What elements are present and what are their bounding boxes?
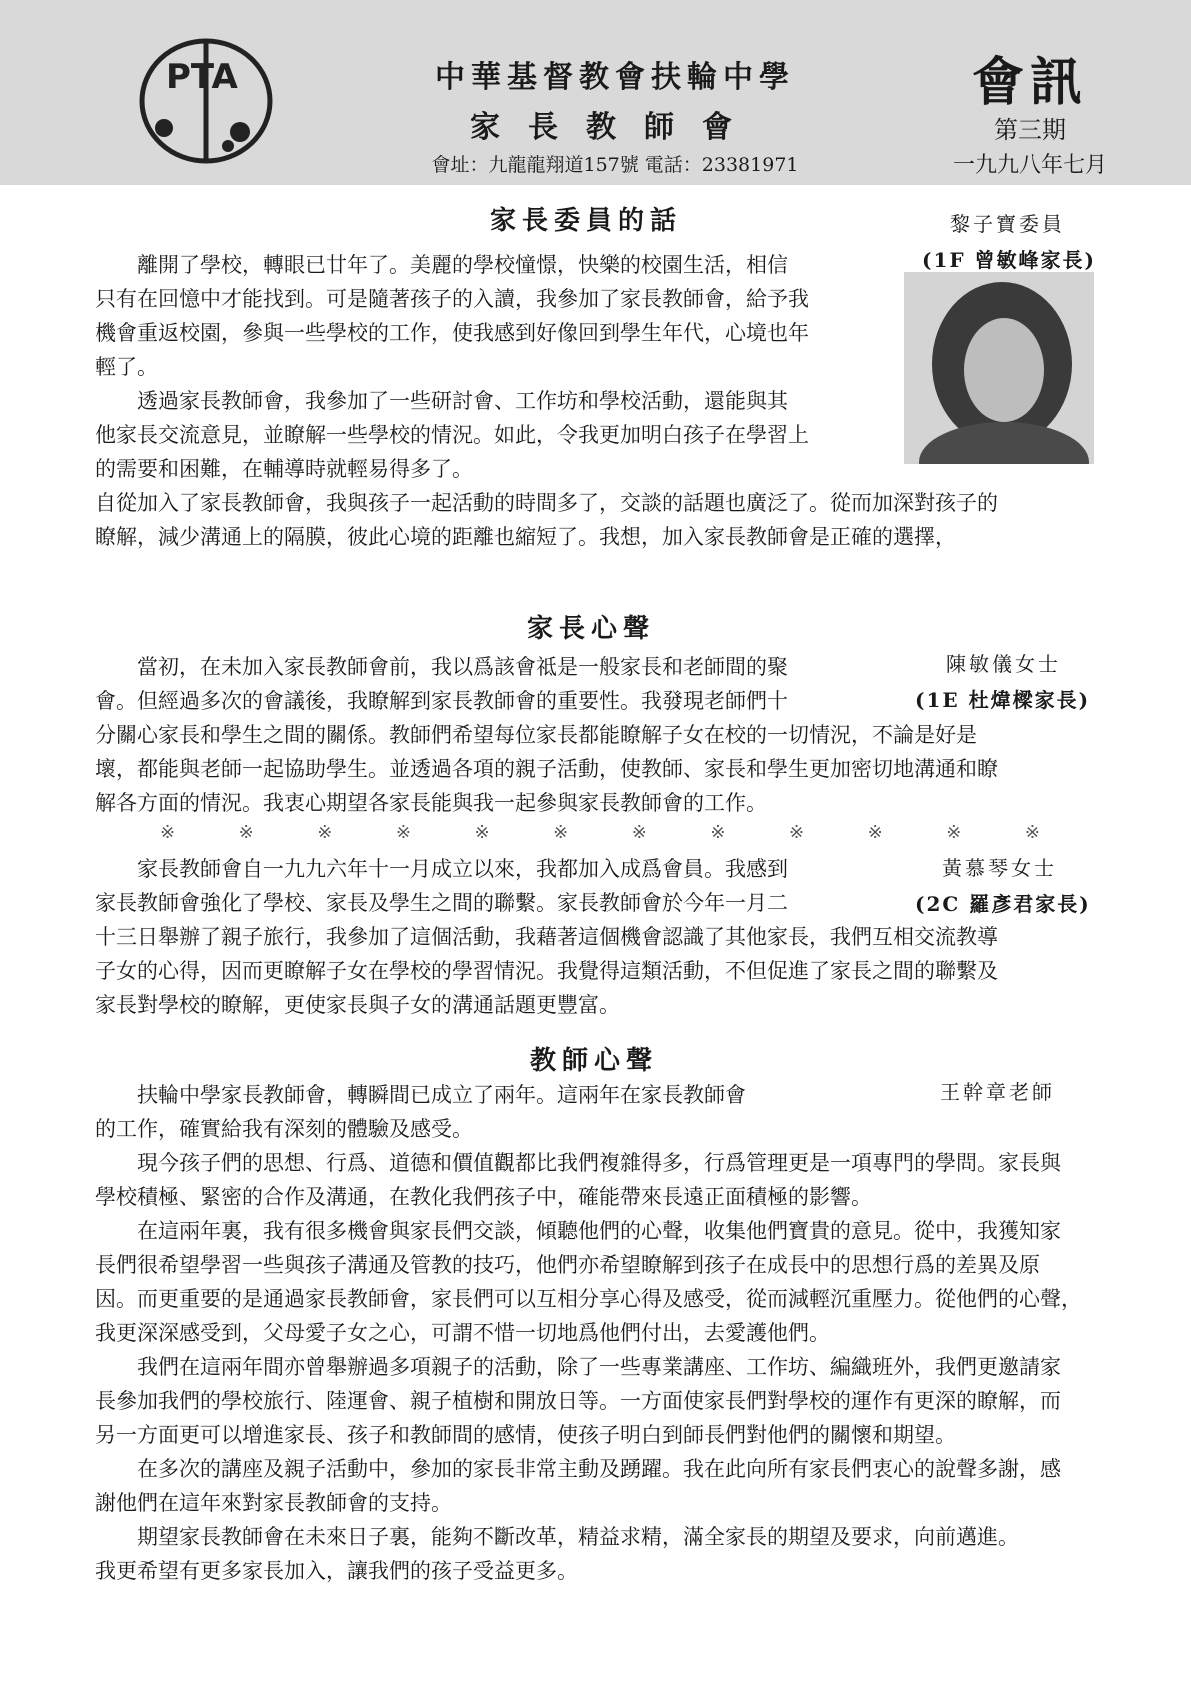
association-name: 家長教師會 xyxy=(470,110,760,145)
text-line: 家長教師會自一九九六年十一月成立以來，我都加入成爲會員。我感到 xyxy=(137,857,788,881)
text-line: 輕了。 xyxy=(95,355,158,379)
text-line: 瞭解，減少溝通上的隔膜，彼此心境的距離也縮短了。我想，加入家長教師會是正確的選擇， xyxy=(95,525,956,549)
masthead xyxy=(0,0,1191,185)
text-line: 現今孩子們的思想、行爲、道德和價值觀都比我們複雜得多，行爲管理更是一項專門的學問。家長與 xyxy=(137,1151,1061,1175)
section-title-committee: 家長委員的話 xyxy=(490,206,683,236)
text-line: 長參加我們的學校旅行、陸運會、親子植樹和開放日等。一方面使家長們對學校的運作有更深的瞭解，而 xyxy=(95,1389,1061,1413)
section-title-parents: 家長心聲 xyxy=(527,614,656,644)
text-line: 透過家長教師會，我參加了一些研討會、工作坊和學校活動，還能與其 xyxy=(137,389,788,413)
text-line: 子女的心得，因而更瞭解子女在學校的學習情況。我覺得這類活動，不但促進了家長之間的聯繫及 xyxy=(95,959,998,983)
author-class-tag: (2C 羅彥君家長) xyxy=(915,892,1091,916)
section-separator: ※ ※ ※ ※ ※ ※ ※ ※ ※ ※ ※ ※ xyxy=(160,822,1040,843)
text-line: 的需要和困難，在輔導時就輕易得多了。 xyxy=(95,457,473,481)
text-line: 解各方面的情況。我衷心期望各家長能與我一起參與家長教師會的工作。 xyxy=(95,791,767,815)
author-name: 王幹章老師 xyxy=(940,1080,1055,1104)
text-line: 我更深深感受到，父母愛子女之心，可謂不惜一切地爲他們付出，去愛護他們。 xyxy=(95,1321,830,1345)
author-name: 陳敏儀女士 xyxy=(946,652,1061,676)
text-line: 家長對學校的瞭解，更使家長與子女的溝通話題更豐富。 xyxy=(95,993,620,1017)
school-name: 中華基督教會扶輪中學 xyxy=(435,60,795,95)
address-line: 會址：九龍龍翔道157號 電話：23381971 xyxy=(431,154,799,176)
text-line: 在這兩年裏，我有很多機會與家長們交談，傾聽他們的心聲，收集他們寶貴的意見。從中，我獲知家 xyxy=(137,1219,1061,1243)
text-line: 期望家長教師會在未來日子裏，能夠不斷改革，精益求精，滿全家長的期望及要求，向前邁進。 xyxy=(137,1525,1019,1549)
author-class-tag: (1E 杜煒樑家長) xyxy=(915,688,1091,712)
text-line: 十三日舉辦了親子旅行，我參加了這個活動，我藉著這個機會認識了其他家長，我們互相交流教導 xyxy=(95,925,998,949)
author-class-tag: (1F 曾敏峰家長) xyxy=(922,248,1097,272)
text-line: 分關心家長和學生之間的關係。教師們希望每位家長都能瞭解子女在校的一切情況，不論是好是 xyxy=(95,723,977,747)
pta-logo-icon xyxy=(136,36,276,166)
author-name: 黃慕琴女士 xyxy=(942,856,1057,880)
text-line: 另一方面更可以增進家長、孩子和教師間的感情，使孩子明白到師長們對他們的關懷和期望。 xyxy=(95,1423,956,1447)
author-name: 黎子寶委員 xyxy=(950,212,1065,236)
text-line: 因。而更重要的是通過家長教師會，家長們可以互相分享心得及感受，從而減輕沉重壓力。從他們的心聲， xyxy=(95,1287,1082,1311)
text-line: 家長教師會強化了學校、家長及學生之間的聯繫。家長教師會於今年一月二 xyxy=(95,891,788,915)
text-line: 離開了學校，轉眼已廿年了。美麗的學校憧憬，快樂的校園生活，相信 xyxy=(137,253,788,277)
text-line: 他家長交流意見，並瞭解一些學校的情況。如此，令我更加明白孩子在學習上 xyxy=(95,423,809,447)
text-line: 機會重返校園，參與一些學校的工作，使我感到好像回到學生年代，心境也年 xyxy=(95,321,809,345)
text-line: 自從加入了家長教師會，我與孩子一起活動的時間多了，交談的話題也廣泛了。從而加深對孩子的 xyxy=(95,491,998,515)
text-line: 謝他們在這年來對家長教師會的支持。 xyxy=(95,1491,452,1515)
text-line: 當初，在未加入家長教師會前，我以爲該會祗是一般家長和老師間的聚 xyxy=(137,655,788,679)
text-line: 扶輪中學家長教師會，轉瞬間已成立了兩年。這兩年在家長教師會 xyxy=(137,1083,746,1107)
text-line: 學校積極、緊密的合作及溝通，在教化我們孩子中，確能帶來長遠正面積極的影響。 xyxy=(95,1185,872,1209)
text-line: 壞，都能與老師一起協助學生。並透過各項的親子活動，使教師、家長和學生更加密切地溝通和瞭 xyxy=(95,757,998,781)
svg-text:PTA: PTA xyxy=(166,57,238,97)
committee-member-photo xyxy=(904,272,1094,464)
issue-number: 第三期 xyxy=(994,116,1066,144)
issue-date: 一九九八年七月 xyxy=(952,153,1107,178)
text-line: 我更希望有更多家長加入，讓我們的孩子受益更多。 xyxy=(95,1559,578,1583)
text-line: 長們很希望學習一些與孩子溝通及管教的技巧，他們亦希望瞭解到孩子在成長中的思想行爲的差異及原 xyxy=(95,1253,1040,1277)
text-line: 會。但經過多次的會議後，我瞭解到家長教師會的重要性。我發現老師們十 xyxy=(95,689,788,713)
text-line: 的工作，確實給我有深刻的體驗及感受。 xyxy=(95,1117,473,1141)
text-line: 在多次的講座及親子活動中，參加的家長非常主動及踴躍。我在此向所有家長們衷心的說聲多謝，感 xyxy=(137,1457,1061,1481)
newsletter-title: 會訊 xyxy=(971,52,1088,113)
text-line: 我們在這兩年間亦曾舉辦過多項親子的活動，除了一些專業講座、工作坊、編織班外，我們更邀請家 xyxy=(137,1355,1061,1379)
text-line: 只有在回憶中才能找到。可是隨著孩子的入讀，我參加了家長教師會，給予我 xyxy=(95,287,809,311)
section-title-teachers: 教師心聲 xyxy=(530,1046,659,1076)
